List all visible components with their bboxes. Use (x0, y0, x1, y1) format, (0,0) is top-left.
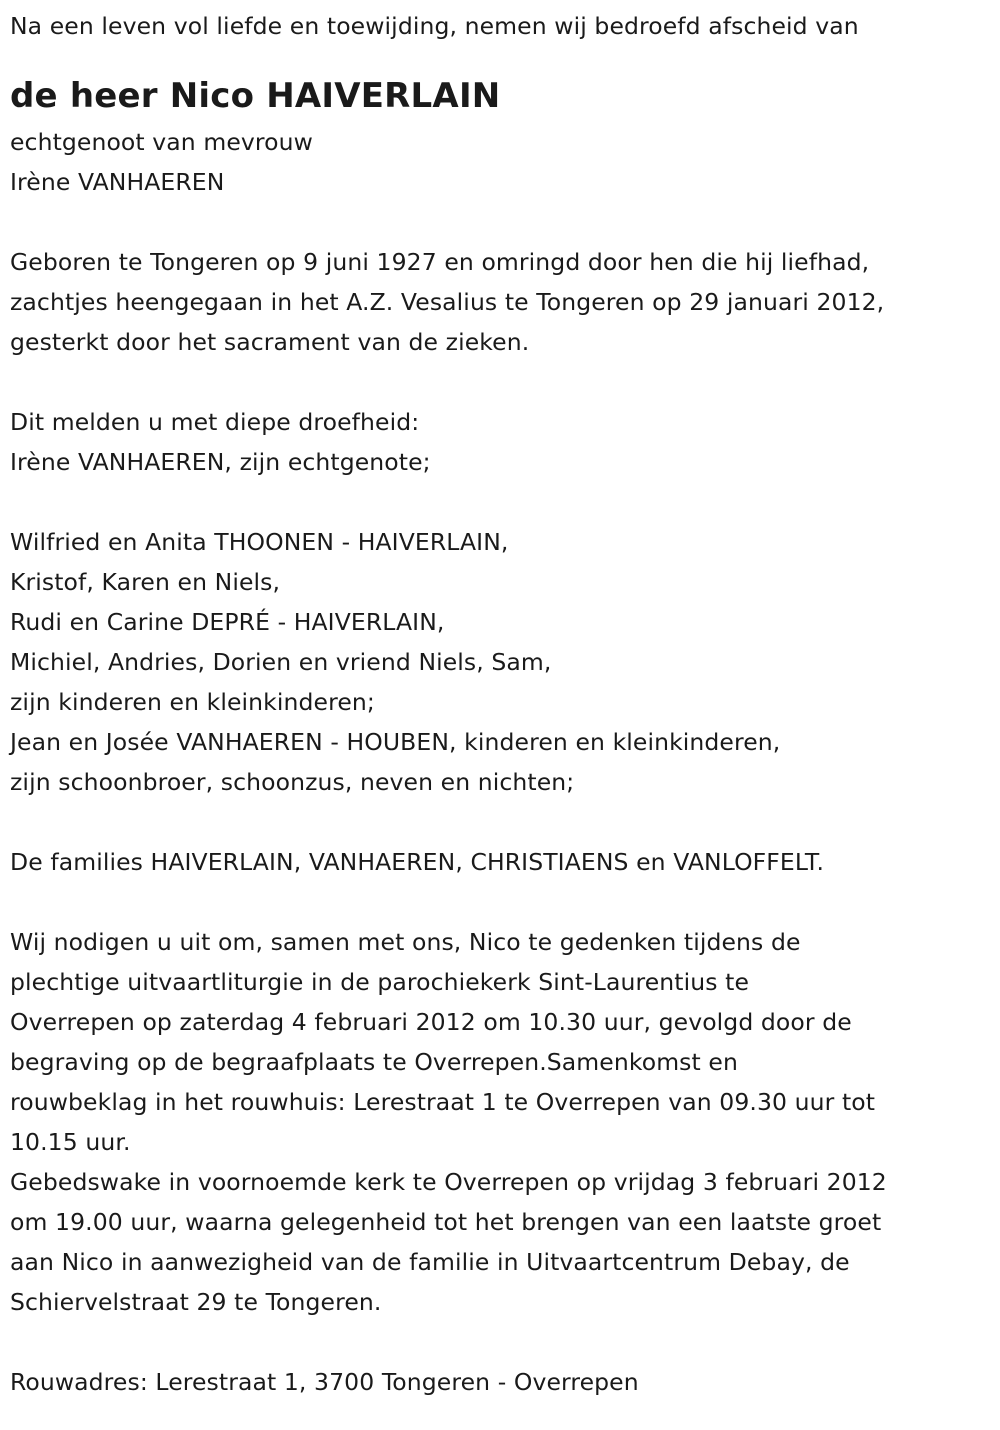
family-line: zijn schoonbroer, schoonzus, neven en nichten; (10, 768, 575, 796)
mourning-address: Rouwadres: Lerestraat 1, 3700 Tongeren - Overrepen (10, 1368, 639, 1396)
spacer (10, 362, 995, 402)
spacer (10, 1322, 995, 1362)
birth-line: gesterkt door het sacrament van de zieken. (10, 328, 530, 356)
invitation-line: rouwbeklag in het rouwhuis: Lerestraat 1 te Overrepen van 09.30 uur tot (10, 1088, 876, 1116)
invitation-line: Overrepen op zaterdag 4 februari 2012 om 10.30 uur, gevolgd door de (10, 1008, 852, 1036)
family-line: Michiel, Andries, Dorien en vriend Niels, Sam, (10, 648, 552, 676)
intro-text: Na een leven vol liefde en toewijding, nemen wij bedroefd afscheid van (10, 12, 859, 40)
deceased-name: de heer Nico HAIVERLAIN (10, 76, 501, 116)
spacer (10, 202, 995, 242)
spacer (10, 802, 995, 842)
family-line: Kristof, Karen en Niels, (10, 568, 281, 596)
family-line: Jean en Josée VANHAEREN - HOUBEN, kinderen en kleinkinderen, (10, 728, 781, 756)
spacer (10, 482, 995, 522)
spouse-block (10, 122, 995, 202)
invitation-line: begraving op de begraafplaats te Overrepen.Samenkomst en (10, 1048, 738, 1076)
invitation-line: Wij nodigen u uit om, samen met ons, Nico te gedenken tijdens de (10, 928, 801, 956)
obituary-document (10, 6, 995, 1402)
family-block (10, 522, 995, 802)
invitation-line: plechtige uitvaartliturgie in de parochiekerk Sint-Laurentius te (10, 968, 750, 996)
birth-block (10, 242, 995, 362)
announce-block (10, 402, 995, 482)
spacer (10, 882, 995, 922)
invitation-line: 10.15 uur. (10, 1128, 131, 1156)
family-line: Rudi en Carine DEPRÉ - HAIVERLAIN, (10, 608, 445, 636)
invitation-line: om 19.00 uur, waarna gelegenheid tot het brengen van een laatste groet (10, 1208, 882, 1236)
spouse-line: echtgenoot van mevrouw (10, 128, 313, 156)
invitation-line: aan Nico in aanwezigheid van de familie in Uitvaartcentrum Debay, de (10, 1248, 850, 1276)
announce-line: Irène VANHAEREN, zijn echtgenote; (10, 448, 431, 476)
announce-line: Dit melden u met diepe droefheid: (10, 408, 420, 436)
invitation-block (10, 922, 995, 1322)
family-line: Wilfried en Anita THOONEN - HAIVERLAIN, (10, 528, 509, 556)
spouse-line: Irène VANHAEREN (10, 168, 225, 196)
invitation-line: Gebedswake in voornoemde kerk te Overrepen op vrijdag 3 februari 2012 (10, 1168, 887, 1196)
birth-line: zachtjes heengegaan in het A.Z. Vesalius te Tongeren op 29 januari 2012, (10, 288, 885, 316)
invitation-line: Schiervelstraat 29 te Tongeren. (10, 1288, 382, 1316)
families-line: De families HAIVERLAIN, VANHAEREN, CHRISTIAENS en VANLOFFELT. (10, 848, 825, 876)
birth-line: Geboren te Tongeren op 9 juni 1927 en omringd door hen die hij liefhad, (10, 248, 870, 276)
family-line: zijn kinderen en kleinkinderen; (10, 688, 375, 716)
